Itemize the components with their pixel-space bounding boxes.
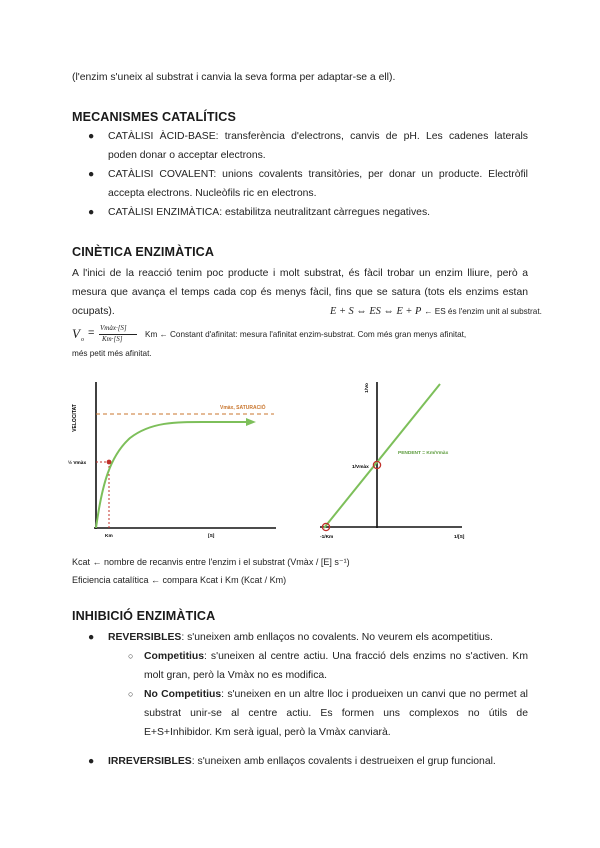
bullet-dot: ● xyxy=(88,632,95,643)
formula-v: V xyxy=(72,326,80,341)
no-competitius-item xyxy=(144,685,528,742)
reversibles-text: : s'uneixen amb enllaços no covalents. No veurem els acompetitius. xyxy=(181,632,493,643)
lineweaver-line xyxy=(324,384,440,528)
half-vmax-label: ½ Vmàx xyxy=(68,461,87,466)
bullet-dot: ● xyxy=(88,169,95,180)
kcat-units: s⁻¹) xyxy=(331,557,350,567)
eficiencia-line: Eficiencia catalítica ← compara Kcat i Km (Kcat / Km) xyxy=(72,575,287,585)
inhibicio-title: INHIBICIÓ ENZIMÀTICA xyxy=(72,609,216,623)
cinetica-paragraph: A l'inici de la reacció tenim poc producte i molt substrat, és fàcil trobar un enzim lliure, però a mesura que avança el temps cada cop és menys fàcil, fins que se satura (tots els enzims estan ocupats). xyxy=(72,268,528,317)
intro-line: (l'enzim s'uneix al substrat i canvia la seva forma per adaptar-se a ell). xyxy=(72,72,396,83)
list-item: CATÀLISI ÀCID-BASE: transferència d'electrons, canvis de pH. Les cadenes laterals poden donar o acceptar electrons. xyxy=(108,131,528,161)
x-axis-label: 1/[S] xyxy=(454,535,465,540)
formula-numerator: Vmàx·[S] xyxy=(100,324,127,332)
intercept-label: 1/Vmàx xyxy=(352,465,369,470)
y-axis-label: 1/Vo xyxy=(365,383,370,393)
bullet-circle: ○ xyxy=(128,689,134,699)
no-competitius-text: : s'uneixen en un altre lloc i produeixen un canvi que no permet al substrat unir-se al centre actiu. Es formen uns complexos no útils de E+S+Inhibidor. Km serà igual, però la Vmàx canviarà. xyxy=(144,689,528,738)
reaction-line xyxy=(330,302,542,321)
mecanismes-title: MECANISMES CATALÍTICS xyxy=(72,110,236,124)
michaelis-menten-formula xyxy=(72,322,142,348)
bullet-circle: ○ xyxy=(128,651,134,661)
es-note: ← ES és l'enzim unit al substrat. xyxy=(424,307,542,316)
cinetica-title: CINÈTICA ENZIMÀTICA xyxy=(72,245,215,259)
x-intercept-label: -1/Km xyxy=(320,535,334,540)
irreversibles-head: IRREVERSIBLES xyxy=(108,756,192,767)
km-label: Km xyxy=(105,534,113,539)
bullet-dot: ● xyxy=(88,756,95,767)
vmax-label: Vmàx, SATURACIÓ xyxy=(220,405,266,411)
competitius-head: Competitius xyxy=(144,651,205,662)
michaelis-menten-graph xyxy=(60,374,280,546)
km-text-2: més petit més afinitat. xyxy=(72,349,152,358)
x-axis-label: [S] xyxy=(208,534,215,539)
y-axis-label: VELOCITAT xyxy=(72,404,78,432)
reversibles-item xyxy=(108,628,528,647)
competitius-item xyxy=(144,647,528,685)
irreversibles-text: : s'uneixen amb enllaços covalents i destrueixen el grup funcional. xyxy=(191,756,496,767)
slope-label: PENDENT = Km/Vmàx xyxy=(398,451,449,456)
no-competitius-head: No Competitius xyxy=(144,689,222,700)
km-text: Km ← Constant d'afinitat: mesura l'afinitat enzim-substrat. Com més gran menys afinitat, xyxy=(145,330,467,339)
competitius-text: : s'uneixen al centre actiu. Una fracció dels enzims no s'activen. Km molt gran, però la Vmàx no es modifica. xyxy=(144,651,528,681)
half-vmax-point xyxy=(107,460,112,465)
reversibles-head: REVERSIBLES xyxy=(108,632,182,643)
list-item: CATÀLISI COVALENT: unions covalents transitòries, per donar un producte. Electròfil accepta electrons. Nucleòfils ric en electrons. xyxy=(108,169,528,199)
formula-denominator: Km·[S] xyxy=(102,335,123,343)
formula-equals: = xyxy=(88,327,95,339)
bullet-dot: ● xyxy=(88,207,95,218)
irreversibles-item xyxy=(108,752,528,771)
kcat-line xyxy=(72,553,528,572)
saturation-curve xyxy=(96,422,250,528)
lineweaver-burk-graph xyxy=(316,378,476,544)
formula-sub: o xyxy=(81,337,84,343)
bullet-dot: ● xyxy=(88,131,95,142)
curve-arrow xyxy=(246,418,256,426)
list-item: CATÀLISI ENZIMÀTICA: estabilitza neutralitzant càrregues negatives. xyxy=(108,207,431,218)
kcat-text: Kcat ← nombre de recanvis entre l'enzim i el substrat (Vmàx / [E] xyxy=(72,557,332,567)
reaction-equation: E + S ⇔ ES ⇔ E + P xyxy=(330,306,422,317)
